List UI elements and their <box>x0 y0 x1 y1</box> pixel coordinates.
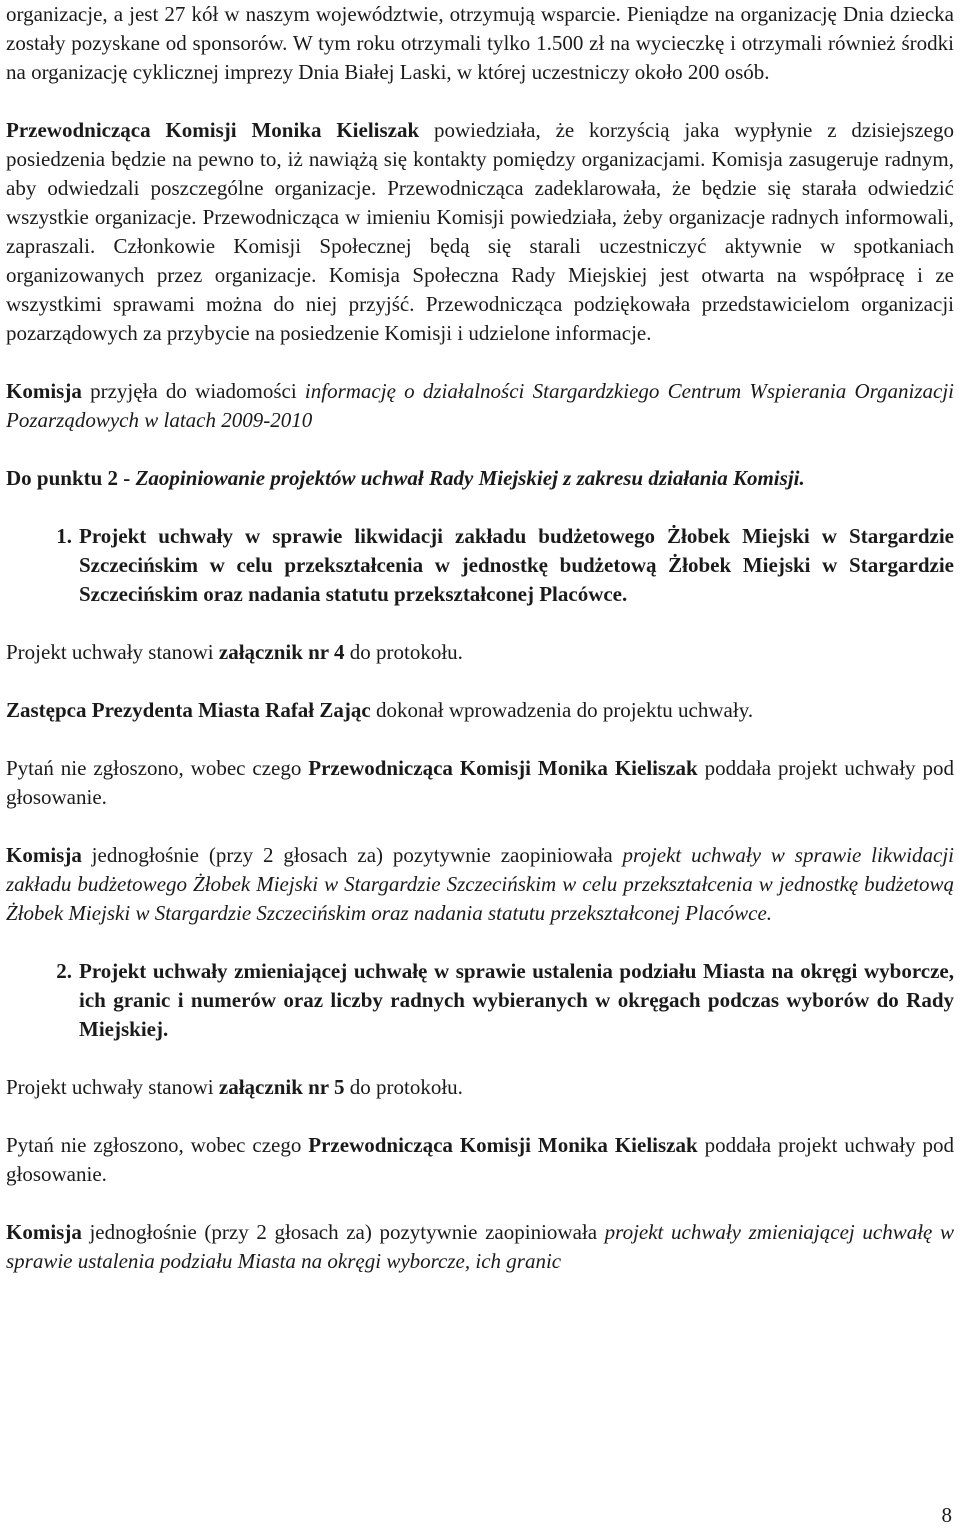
resolution-title-italic: projekt uchwały zmieniającej uchwałę w sprawie ustalenia podziału Miasta na okręgi wyborcze, ich granic <box>6 1220 954 1273</box>
paragraph-gap <box>6 928 954 957</box>
paragraph-gap <box>6 812 954 841</box>
paragraph-gap <box>6 87 954 116</box>
commission-label: Komisja <box>6 1220 82 1244</box>
paragraph-gap <box>6 435 954 464</box>
paragraph-text: do protokołu. <box>344 1075 463 1099</box>
resolution-title-italic: projekt uchwały w sprawie likwidacji zakładu budżetowego Żłobek Miejski w Stargardzie Szczecińskim w celu przekształcenia w jednostkę budżetową Żłobek Miejski w Stargardzie Szczecińskim oraz nadania statutu przekształconej Placówce. <box>6 843 954 925</box>
paragraph-text: Projekt uchwały stanowi <box>6 640 219 664</box>
resolution-title: Projekt uchwały zmieniającej uchwałę w sprawie ustalenia podziału Miasta na okręgi wyborcze, ich granic i numerów oraz liczby radnych wybieranych w okręgach podczas wyborów do Rady Miejskiej. <box>79 959 954 1041</box>
paragraph-gap <box>6 725 954 754</box>
paragraph-attachment-5 <box>6 1073 954 1102</box>
paragraph-text: do protokołu. <box>344 640 463 664</box>
paragraph-chair-statement <box>6 116 954 348</box>
paragraph-gap <box>6 348 954 377</box>
paragraph-text: Pytań nie zgłoszono, wobec czego <box>6 1133 309 1157</box>
attachment-label: załącznik nr 5 <box>218 1075 345 1099</box>
paragraph-no-questions-2 <box>6 1131 954 1189</box>
page-number: 8 <box>941 1503 952 1527</box>
paragraph-text: jednogłośnie (przy 2 głosach za) pozytywnie zaopiniowała <box>81 1220 605 1244</box>
document-title-italic: informację o działalności Stargardzkiego Centrum Wspierania Organizacji Pozarządowych w latach 2009-2010 <box>6 379 954 432</box>
paragraph-text: poddała projekt uchwały pod głosowanie. <box>6 756 954 809</box>
paragraph-gap <box>6 667 954 696</box>
paragraph-text: organizacje, a jest 27 kół w naszym województwie, otrzymują wsparcie. Pieniądze na organizację Dnia dziecka zostały pozyskane od sponsorów. W tym roku otrzymali tylko 1.500 zł na wycieczkę i otrzymali również środki na organizację cyklicznej imprezy Dnia Białej Laski, w której uczestniczy około 200 osób. <box>6 2 954 84</box>
paragraph-gap <box>6 493 954 522</box>
resolution-title: Projekt uchwały w sprawie likwidacji zakładu budżetowego Żłobek Miejski w Stargardzie Szczecińskim w celu przekształcenia w jednostkę budżetową Żłobek Miejski w Stargardzie Szczecińskim oraz nadania statutu przekształconej Placówce. <box>79 524 954 606</box>
list-number: 1. <box>56 524 72 548</box>
paragraph-text: przyjęła do wiadomości <box>81 379 305 403</box>
paragraph-vote-result-1 <box>6 841 954 928</box>
list-number: 2. <box>56 959 72 983</box>
paragraph-vote-result-2 <box>6 1218 954 1276</box>
paragraph-attachment-4 <box>6 638 954 667</box>
resolution-item-2 <box>6 957 954 1044</box>
attachment-label: załącznik nr 4 <box>218 640 345 664</box>
chair-name: Przewodnicząca Komisji Monika Kieliszak <box>6 118 420 142</box>
chair-name: Przewodnicząca Komisji Monika Kieliszak <box>308 756 698 780</box>
resolution-item-1 <box>6 522 954 609</box>
commission-label: Komisja <box>6 843 82 867</box>
paragraph-gap <box>6 1044 954 1073</box>
commission-label: Komisja <box>6 379 82 403</box>
paragraph-text: Projekt uchwały stanowi <box>6 1075 219 1099</box>
paragraph-text: powiedziała, że korzyścią jaka wypłynie z dzisiejszego posiedzenia będzie na pewno to, iż nawiążą się kontakty pomiędzy organizacjami. Komisja zasugeruje radnym, aby odwiedzali poszczególne organizacje. Przewodnicząca zadeklarowała, że będzie się starała odwiedzić wszystkie organizacje. Przewodnicząca w imieniu Komisji powiedziała, żeby organizacje radnych informowali, zapraszali. Członkowie Komisji Społecznej będą się starali uczestniczyć aktywnie w spotkaniach organizowanych przez organizacje. Komisja Społeczna Rady Miejskiej jest otwarta na współpracę i ze wszystkimi sprawami można do niej przyjść. Przewodnicząca podziękowała przedstawicielom organizacji pozarządowych za przybycie na posiedzenie Komisji i udzielone informacje. <box>6 118 955 345</box>
paragraph-gap <box>6 1102 954 1131</box>
agenda-point-label: Do punktu 2 - <box>6 466 136 490</box>
paragraph-commission-info <box>6 377 954 435</box>
agenda-point-heading <box>6 464 954 493</box>
paragraph-gap <box>6 609 954 638</box>
paragraph-gap <box>6 1189 954 1218</box>
paragraph-text: jednogłośnie (przy 2 głosach za) pozytywnie zaopiniowała <box>81 843 623 867</box>
paragraph-no-questions-1 <box>6 754 954 812</box>
paragraph-text: Pytań nie zgłoszono, wobec czego <box>6 756 309 780</box>
deputy-president-name: Zastępca Prezydenta Miasta Rafał Zając <box>6 698 371 722</box>
paragraph-organizations-support <box>6 0 954 87</box>
agenda-point-title: Zaopiniowanie projektów uchwał Rady Miejskiej z zakresu działania Komisji. <box>135 466 805 490</box>
paragraph-text: dokonał wprowadzenia do projektu uchwały. <box>370 698 754 722</box>
paragraph-deputy-president <box>6 696 954 725</box>
paragraph-text: poddała projekt uchwały pod głosowanie. <box>6 1133 954 1186</box>
chair-name: Przewodnicząca Komisji Monika Kieliszak <box>308 1133 698 1157</box>
